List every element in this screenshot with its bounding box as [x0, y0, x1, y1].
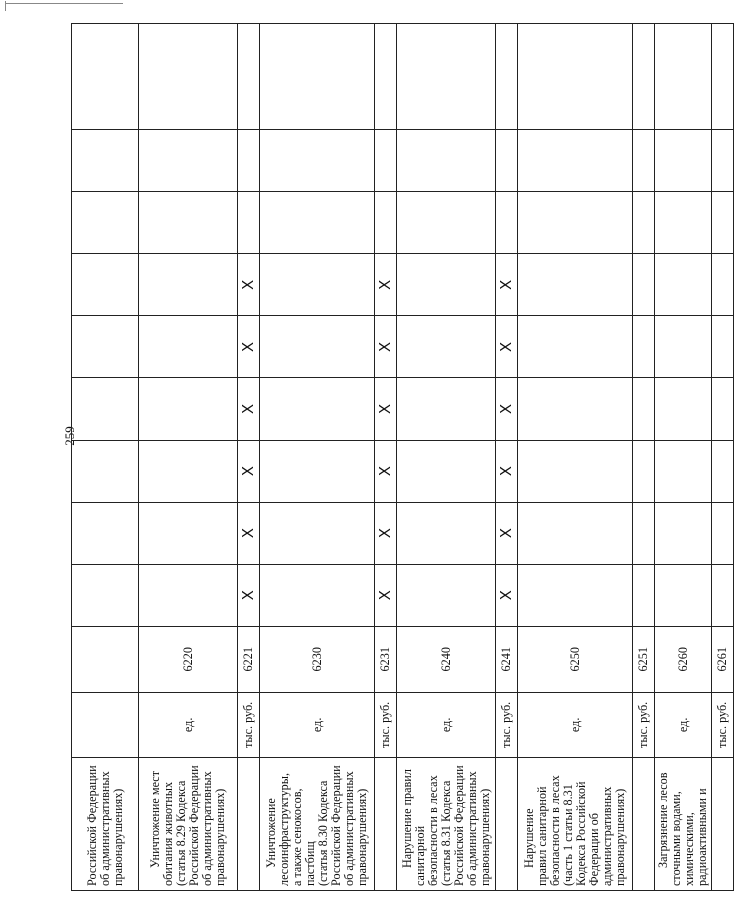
row-label-line: сточными водами, [669, 791, 683, 886]
mark-cell: X [375, 440, 397, 502]
mark-cell [518, 24, 633, 130]
mark-cell: X [496, 502, 518, 564]
row-label-cell [139, 757, 238, 890]
mark-cell [72, 502, 139, 564]
mark-cell [655, 440, 712, 502]
unit-cell [72, 692, 139, 757]
mark-cell [139, 502, 238, 564]
mark-cell [72, 24, 139, 130]
mark-cell [633, 254, 655, 316]
row-label-line: Загрязнение лесов [656, 772, 670, 868]
unit-cell: тыс. руб. [712, 692, 734, 757]
table-row [397, 24, 496, 891]
table-row [518, 24, 633, 891]
mark-cell [72, 440, 139, 502]
mark-cell [397, 254, 496, 316]
page-number: 259 [62, 426, 77, 446]
mark-cell: X [496, 316, 518, 378]
mark-cell [655, 564, 712, 626]
mark-cell: X [375, 502, 397, 564]
mark-cell [72, 564, 139, 626]
code-cell: 6241 [496, 626, 518, 692]
unit-cell: тыс. руб. [496, 692, 518, 757]
mark-cell [518, 378, 633, 440]
mark-cell [260, 130, 375, 192]
mark-cell [712, 502, 734, 564]
row-label-line: правонарушениях) [613, 788, 627, 886]
unit-cell: тыс. руб. [633, 692, 655, 757]
row-label-line: безопасности в лесах [548, 775, 562, 886]
row-label-cell [518, 757, 633, 890]
mark-cell [139, 440, 238, 502]
row-label-line: об административных [97, 771, 112, 886]
code-cell: 6231 [375, 626, 397, 692]
mark-cell [72, 316, 139, 378]
code-cell: 6221 [238, 626, 260, 692]
row-label-line: правонарушениях) [477, 788, 492, 886]
row-label-line: (часть 1 статьи 8.31 [561, 784, 575, 886]
mark-cell [260, 564, 375, 626]
mark-cell [633, 192, 655, 254]
mark-cell: X [238, 254, 260, 316]
row-label-cell [375, 757, 397, 890]
mark-cell [139, 378, 238, 440]
mark-cell: X [375, 316, 397, 378]
row-label-line: Нарушение [522, 808, 536, 868]
row-label-cell [712, 757, 734, 890]
row-label-line: (статья 8.29 Кодекса [174, 780, 188, 886]
row-label-line: Российской Федерации [187, 765, 201, 886]
mark-cell [712, 564, 734, 626]
row-label-line: об административных [342, 771, 356, 886]
mark-cell [397, 192, 496, 254]
mark-cell [496, 24, 518, 130]
mark-cell [260, 502, 375, 564]
unit-cell: ед. [655, 692, 712, 757]
mark-cell [375, 24, 397, 130]
table-row [260, 24, 375, 891]
mark-cell: X [496, 440, 518, 502]
mark-cell [633, 564, 655, 626]
mark-cell [712, 130, 734, 192]
mark-cell [633, 502, 655, 564]
mark-cell: X [496, 254, 518, 316]
mark-cell [238, 192, 260, 254]
table-row [238, 24, 260, 891]
row-label-line: Федерации об [587, 813, 601, 886]
code-cell: 6251 [633, 626, 655, 692]
unit-cell: ед. [139, 692, 238, 757]
mark-cell: X [238, 378, 260, 440]
mark-cell [238, 130, 260, 192]
row-label-line: правил санитарной [535, 786, 549, 886]
mark-cell: X [496, 564, 518, 626]
mark-cell [518, 564, 633, 626]
row-label-line: химическими, [682, 812, 696, 886]
row-label-line: пастбищ [303, 841, 317, 886]
code-cell: 6220 [139, 626, 238, 692]
mark-cell [397, 502, 496, 564]
mark-cell [655, 502, 712, 564]
mark-cell [712, 24, 734, 130]
mark-cell [655, 130, 712, 192]
row-label-line: санитарной [412, 825, 427, 886]
row-label-line: обитания животных [161, 781, 175, 886]
row-label-line: Российской Федерации [84, 765, 99, 886]
mark-cell [72, 254, 139, 316]
unit-cell: ед. [518, 692, 633, 757]
mark-cell: X [238, 316, 260, 378]
row-label-line: Российской Федерации [451, 765, 466, 886]
mark-cell [238, 24, 260, 130]
mark-cell: X [238, 502, 260, 564]
mark-cell [655, 24, 712, 130]
mark-cell [139, 192, 238, 254]
mark-cell [139, 254, 238, 316]
mark-cell [496, 192, 518, 254]
mark-cell [397, 564, 496, 626]
mark-cell: X [375, 564, 397, 626]
row-label-line: об административных [464, 771, 479, 886]
mark-cell [72, 378, 139, 440]
row-label-line: Российской Федерации [329, 765, 343, 886]
row-label-cell [260, 757, 375, 890]
mark-cell [655, 316, 712, 378]
row-label-line: административных [600, 786, 614, 886]
mark-cell [397, 316, 496, 378]
mark-cell [518, 254, 633, 316]
row-label-line: Уничтожение мест [148, 770, 162, 868]
mark-cell [712, 440, 734, 502]
mark-cell [633, 24, 655, 130]
row-label-line: правонарушениях) [213, 788, 227, 886]
rotated-table-wrapper [71, 23, 729, 891]
row-label-cell [496, 757, 518, 890]
mark-cell [712, 192, 734, 254]
mark-cell [655, 192, 712, 254]
unit-cell: ед. [397, 692, 496, 757]
table-row [633, 24, 655, 891]
mark-cell [260, 192, 375, 254]
mark-cell [518, 192, 633, 254]
table-row [496, 24, 518, 891]
table-row [375, 24, 397, 891]
mark-cell [712, 378, 734, 440]
unit-cell: ед. [260, 692, 375, 757]
mark-cell [397, 440, 496, 502]
table-row [655, 24, 712, 891]
mark-cell [260, 378, 375, 440]
mark-cell: X [375, 378, 397, 440]
mark-cell [72, 130, 139, 192]
mark-cell [518, 316, 633, 378]
row-label-cell [397, 757, 496, 890]
mark-cell [139, 130, 238, 192]
mark-cell [518, 130, 633, 192]
mark-cell [72, 192, 139, 254]
mark-cell [655, 254, 712, 316]
mark-cell [712, 316, 734, 378]
code-cell: 6250 [518, 626, 633, 692]
mark-cell [397, 130, 496, 192]
row-label-cell [633, 757, 655, 890]
code-cell: 6261 [712, 626, 734, 692]
mark-cell [260, 24, 375, 130]
mark-cell [375, 130, 397, 192]
mark-cell [633, 378, 655, 440]
code-cell: 6230 [260, 626, 375, 692]
mark-cell [633, 130, 655, 192]
mark-cell: X [238, 440, 260, 502]
row-label-line: радиоактивными и [695, 788, 709, 886]
table-row [139, 24, 238, 891]
mark-cell [518, 440, 633, 502]
mark-cell: X [238, 564, 260, 626]
unit-cell: тыс. руб. [375, 692, 397, 757]
row-label-cell [72, 757, 139, 890]
row-label-line: а также сенокосов, [290, 788, 304, 886]
row-label-cell [655, 757, 712, 890]
mark-cell [518, 502, 633, 564]
row-label-line: правонарушениях) [110, 788, 125, 886]
scan-line [5, 3, 123, 12]
mark-cell: X [496, 378, 518, 440]
row-label-line: об административных [200, 771, 214, 886]
table-row [712, 24, 734, 891]
mark-cell [375, 192, 397, 254]
mark-cell [139, 564, 238, 626]
mark-cell [139, 316, 238, 378]
row-label-line: Кодекса Российской [574, 781, 588, 886]
mark-cell [397, 24, 496, 130]
row-label-cell [238, 757, 260, 890]
row-label-line: безопасности в лесах [425, 775, 440, 886]
table-row [72, 24, 139, 891]
mark-cell [655, 378, 712, 440]
row-label-line: Нарушение правил [399, 769, 414, 868]
mark-cell [260, 316, 375, 378]
mark-cell [139, 24, 238, 130]
code-cell: 6240 [397, 626, 496, 692]
mark-cell [496, 130, 518, 192]
statistics-table [71, 23, 734, 891]
row-label-line: Уничтожение [264, 798, 278, 868]
code-cell: 6260 [655, 626, 712, 692]
mark-cell: X [375, 254, 397, 316]
mark-cell [633, 316, 655, 378]
code-cell [72, 626, 139, 692]
row-label-line: лесоинфраструктуры, [277, 772, 291, 886]
mark-cell [397, 378, 496, 440]
row-label-line: (статья 8.31 Кодекса [438, 780, 453, 886]
row-label-line: правонарушениях) [355, 788, 369, 886]
mark-cell [633, 440, 655, 502]
mark-cell [712, 254, 734, 316]
unit-cell: тыс. руб. [238, 692, 260, 757]
mark-cell [260, 440, 375, 502]
row-label-line: (статья 8.30 Кодекса [316, 780, 330, 886]
mark-cell [260, 254, 375, 316]
